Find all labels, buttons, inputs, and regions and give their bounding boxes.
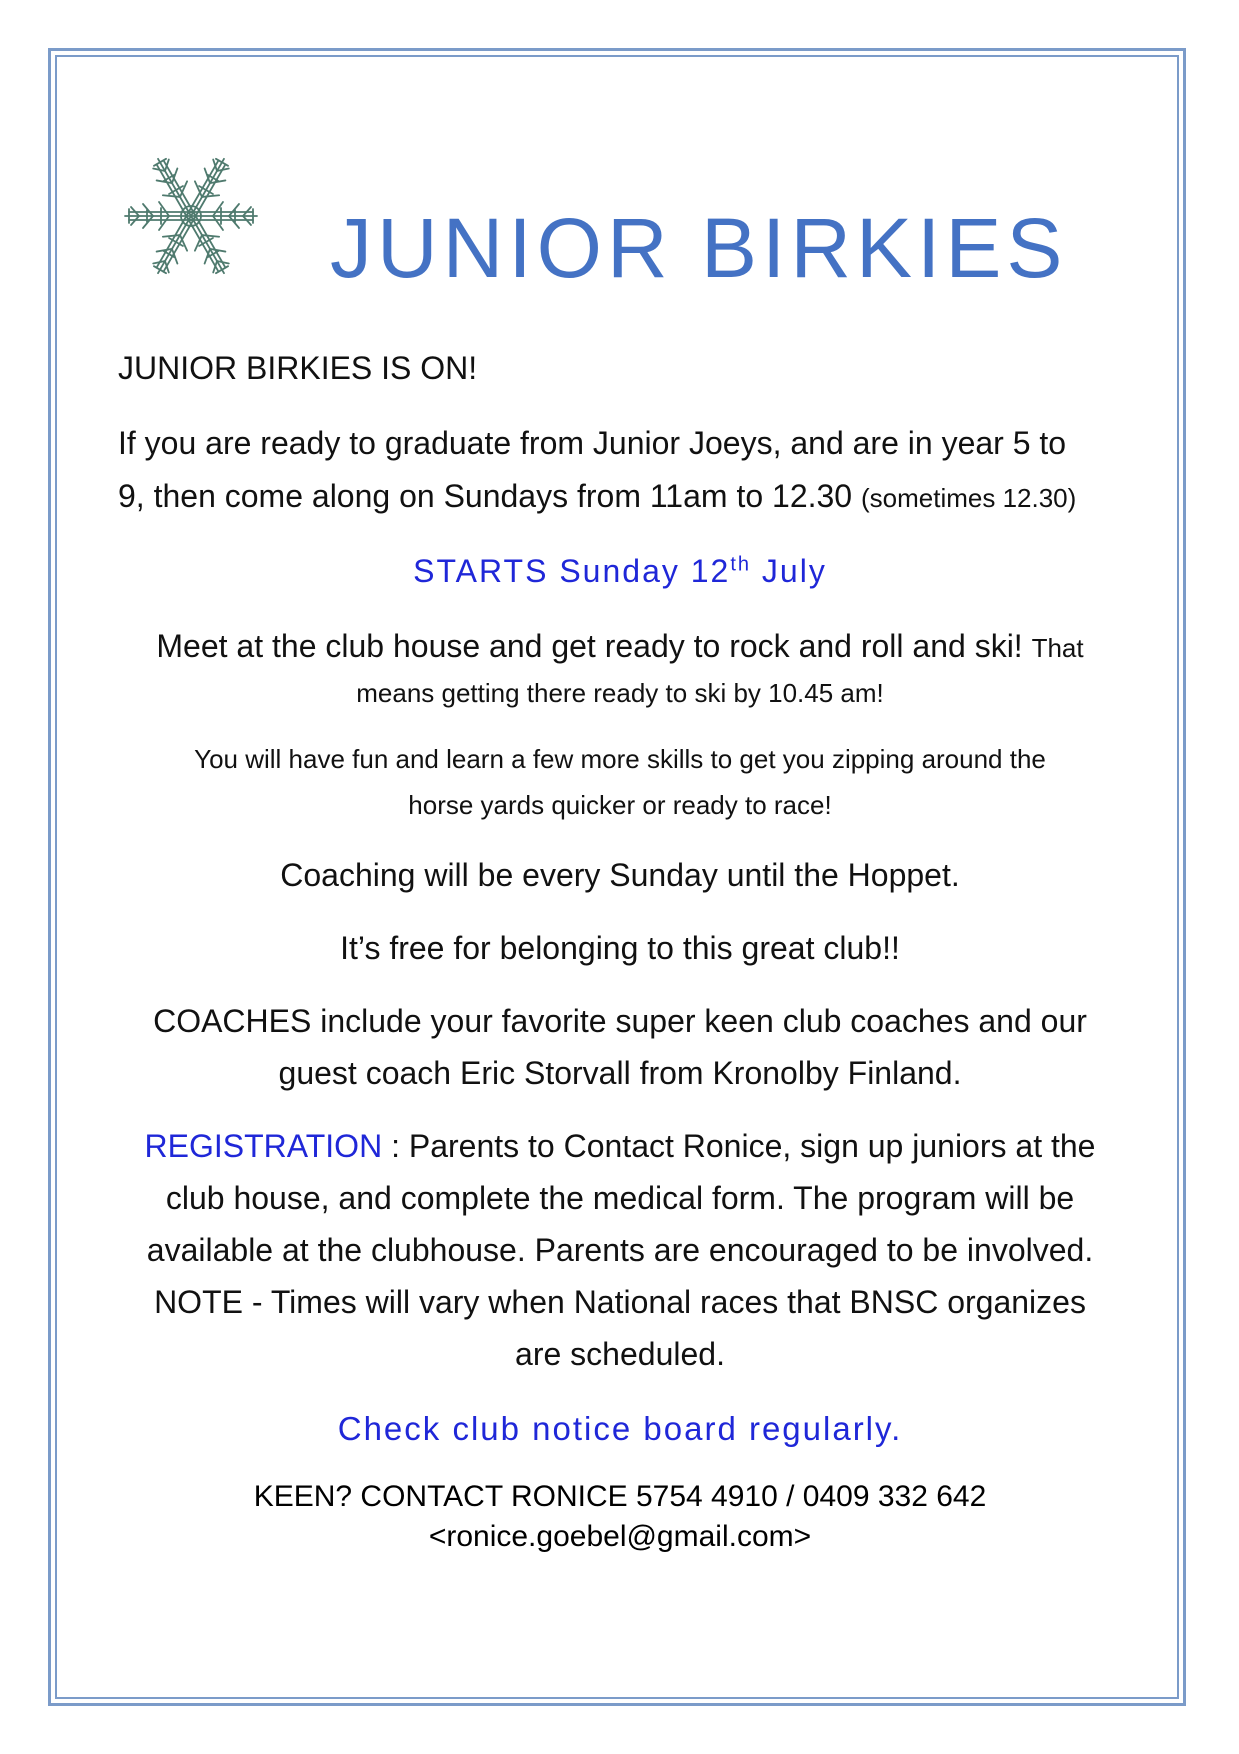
meet-line-1-tail: That	[1031, 633, 1084, 663]
starts-month: July	[751, 553, 827, 589]
fun-line-2: horse yards quicker or ready to race!	[408, 790, 832, 820]
meet-line-2: means getting there ready to ski by 10.45 am!	[356, 678, 884, 708]
contact-line: KEEN? CONTACT RONICE 5754 4910 / 0409 332 642	[253, 1480, 987, 1513]
contact-email[interactable]: <ronice.goebel@gmail.com>	[428, 1520, 812, 1553]
starts-text: STARTS Sunday 12	[413, 553, 731, 589]
intro-note: (sometimes 12.30)	[860, 483, 1077, 513]
intro-line-2-text: 9, then come along on Sundays from 11am to 12.30	[118, 478, 853, 514]
starts-sup: th	[730, 553, 752, 576]
intro-line-1: If you are ready to graduate from Junior Joeys, and are in year 5 to	[118, 425, 1067, 461]
free-text: It’s free for belonging to this great club!!	[340, 930, 900, 966]
meet-line-1-text: Meet at the club house and get ready to rock and roll and ski!	[156, 628, 1023, 664]
meet-line-1	[100, 628, 1140, 665]
registration-line-3: available at the clubhouse. Parents are encouraged to be involved.	[146, 1232, 1094, 1268]
starts-date	[100, 553, 1140, 590]
registration-line-1-text: : Parents to Contact Ronice, sign up juniors at the	[382, 1128, 1096, 1164]
coaches-line-2: guest coach Eric Storvall from Kronolby Finland.	[278, 1055, 962, 1091]
page-title: JUNIOR BIRKIES	[330, 201, 1068, 295]
registration-line-2: club house, and complete the medical form. The program will be	[165, 1180, 1075, 1216]
registration-label: REGISTRATION	[144, 1128, 383, 1164]
snowflake-icon	[115, 148, 267, 284]
fun-line-1: You will have fun and learn a few more skills to get you zipping around the	[194, 744, 1046, 774]
registration-line-1	[100, 1128, 1140, 1165]
registration-line-4: NOTE - Times will vary when National races that BNSC organizes	[154, 1284, 1086, 1320]
headline: JUNIOR BIRKIES IS ON!	[118, 350, 478, 386]
coaches-line-1: COACHES include your favorite super keen club coaches and our	[153, 1003, 1087, 1039]
notice-board-text: Check club notice board regularly.	[337, 1410, 903, 1447]
intro-line-2	[118, 478, 1158, 515]
coaching-text: Coaching will be every Sunday until the Hoppet.	[280, 857, 960, 893]
registration-line-5: are scheduled.	[515, 1336, 725, 1372]
